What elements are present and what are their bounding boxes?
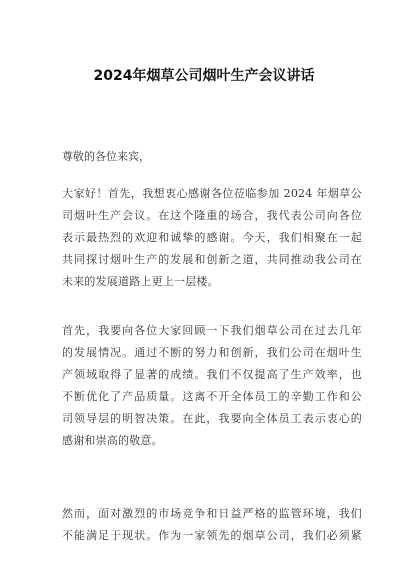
paragraph-line: 大家好！首先，我想衷心感谢各位莅临参加 2024 年烟草公 <box>62 187 362 200</box>
paragraph-line: 感谢和崇高的敬意。 <box>62 434 163 447</box>
paragraph-3 <box>62 503 362 547</box>
paragraph-2 <box>62 320 362 452</box>
paragraph-line: 不断优化了产品质量。这离不开全体员工的辛勤工作和公 <box>62 390 362 403</box>
paragraph-line: 不能满足于现状。作为一家领先的烟草公司，我们必须紧 <box>62 529 362 542</box>
paragraph-line: 表示最热烈的欢迎和诚挚的感谢。今天，我们相聚在一起 <box>62 231 362 244</box>
paragraph-line: 司领导层的明智决策。在此，我要向全体员工表示衷心的 <box>62 412 362 425</box>
paragraph-line: 的发展情况。通过不断的努力和创新，我们公司在烟叶生 <box>62 346 362 359</box>
document-title: 2024年烟草公司烟叶生产会议讲话 <box>93 68 315 84</box>
paragraph-line: 首先，我要向各位大家回顾一下我们烟草公司在过去几年 <box>62 324 362 337</box>
paragraph-line: 司烟叶生产会议。在这个隆重的场合，我代表公司向各位 <box>62 209 362 222</box>
paragraph-line: 然而，面对激烈的市场竞争和日益严格的监管环境，我们 <box>62 507 362 520</box>
paragraph-line: 共同探讨烟叶生产的发展和创新之道，共同推动我公司在 <box>62 253 362 266</box>
paragraph-1 <box>62 183 362 293</box>
paragraph-line: 产领域取得了显著的成绩。我们不仅提高了生产效率，也 <box>62 368 362 381</box>
salutation: 尊敬的各位来宾， <box>62 150 150 163</box>
paragraph-line: 未来的发展道路上更上一层楼。 <box>62 275 219 288</box>
